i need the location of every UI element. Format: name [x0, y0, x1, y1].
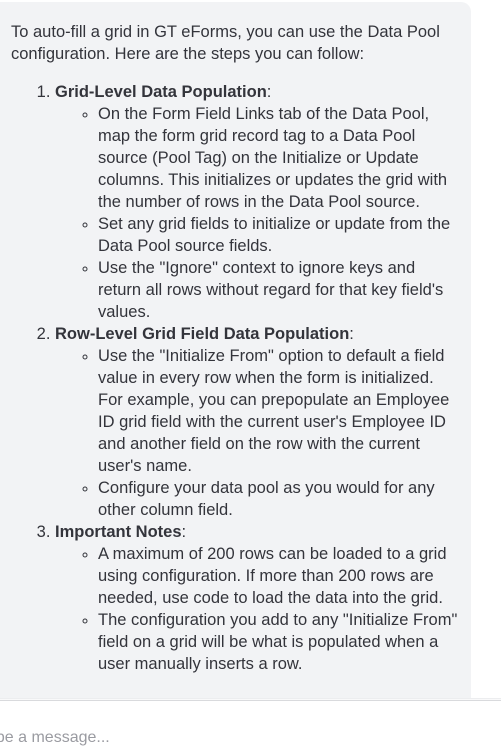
- step-title-colon: :: [266, 83, 272, 101]
- step-bullets: [55, 543, 459, 675]
- step-title: Row-Level Grid Field Data Population: [55, 325, 350, 343]
- steps-list: [11, 81, 459, 675]
- step-item: [55, 521, 459, 675]
- bullet-item: ◦ Configure your data pool as you would for any other column field.: [98, 477, 459, 521]
- message-composer: [0, 700, 501, 735]
- bullet-item: ◦ A maximum of 200 rows can be loaded to a grid using configuration. If more than 200 rows are needed, use code to load the data into the grid.: [98, 543, 459, 609]
- step-item: [55, 323, 459, 521]
- step-title: Important Notes: [55, 523, 182, 541]
- assistant-message-bubble: [0, 2, 471, 698]
- message-content: [11, 21, 459, 675]
- step-title-colon: :: [181, 523, 187, 541]
- bullet-item: ◦ Set any grid fields to initialize or update from the Data Pool source fields.: [98, 213, 459, 257]
- bullet-item: ◦ The configuration you add to any "Initialize From" field on a grid will be what is populated when a user manually inserts a row.: [98, 609, 459, 675]
- message-input[interactable]: [0, 709, 501, 753]
- bullet-item: ◦ Use the "Initialize From" option to default a field value in every row when the form is initialized. For example, you can prepopulate an Employee ID grid field with the current user's Employee ID and another field on the row with the current user's name.: [98, 345, 459, 477]
- step-item: [55, 81, 459, 323]
- bullet-item: ◦ Use the "Ignore" context to ignore keys and return all rows without regard for that key field's values.: [98, 257, 459, 323]
- bullet-item: ◦ On the Form Field Links tab of the Data Pool, map the form grid record tag to a Data Pool source (Pool Tag) on the Initialize or Update columns. This initializes or updates the grid with the number of rows in the Data Pool source.: [98, 103, 459, 213]
- step-title: Grid-Level Data Population: [55, 83, 267, 101]
- step-title-colon: :: [349, 325, 354, 343]
- message-intro: To auto-fill a grid in GT eForms, you can use the Data Pool configuration. Here are the steps you can follow:: [11, 23, 440, 63]
- chat-scroll-gutter: [471, 0, 501, 700]
- step-bullets: [55, 103, 459, 323]
- step-bullets: [55, 345, 459, 521]
